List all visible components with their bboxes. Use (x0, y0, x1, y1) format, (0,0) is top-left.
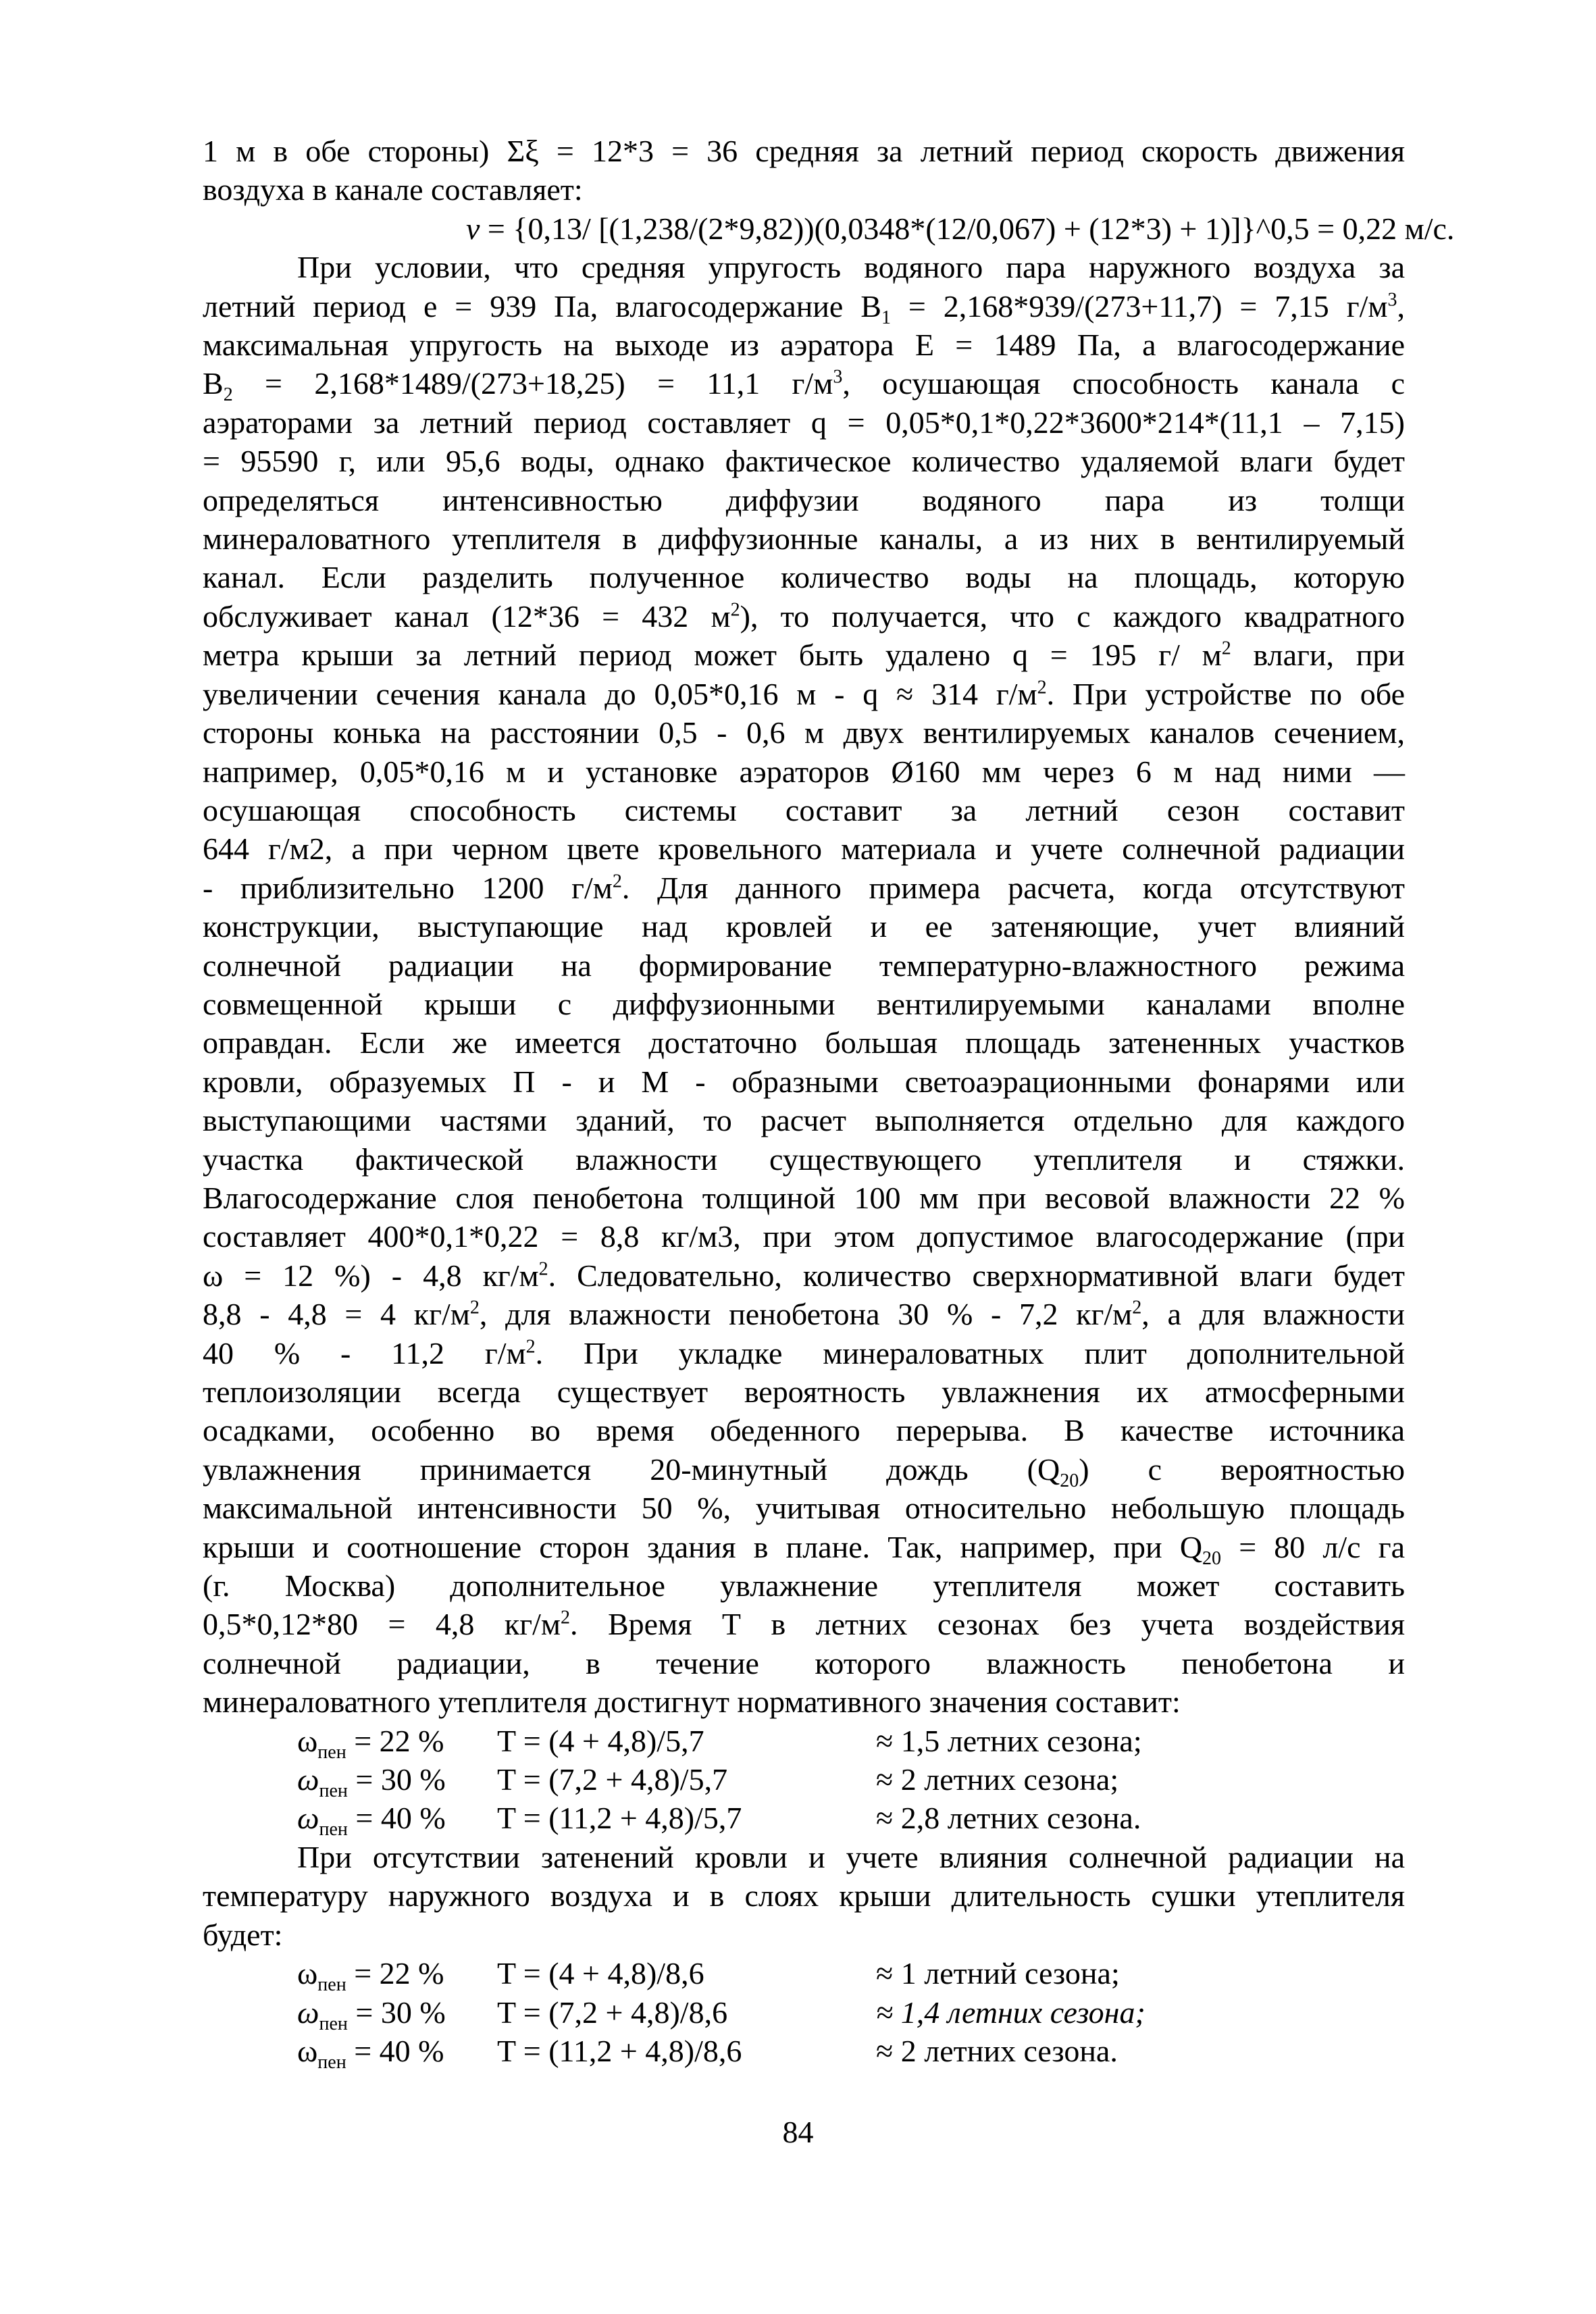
text-line: 644 г/м2, а при черном цвете кровельного материала и учете солнечной радиации (203, 831, 1405, 867)
text-line: совмещенной крыши с диффузионными вентилируемыми каналами вполне (203, 986, 1405, 1021)
text-line: составляет 400*0,1*0,22 = 8,8 кг/м3, при этом допустимое влагосодержание (при (203, 1219, 1405, 1254)
calc-row: $\omega_{пен} = 22$ % T = (4 + 4,8)/8,6 ≈ 1 летний сезона; (297, 1956, 1120, 1996)
text-line: крыши и соотношение сторон здания в плане. Так, например, при $Q_{20} = 80$ л/с га (203, 1529, 1405, 1569)
text-line: - приблизительно 1200 $г/м^2$. Для данного примера расчета, когда отсутствуют (203, 870, 1405, 905)
velocity-formula: v = {0,13/ [(1,238/(2*9,82))(0,0348*(12/0,067) + (12*3) + 1)]}^0,5 = 0,22 м/с. (466, 211, 1455, 246)
text-line: обслуживает канал (12*36 = 432 $м^2$), то получается, что с каждого квадратного (203, 598, 1405, 634)
text-line: При отсутствии затенений кровли и учете влияния солнечной радиации на (297, 1839, 1405, 1874)
text-line: канал. Если разделить полученное количество воды на площадь, которую (203, 560, 1405, 595)
text-line: метра крыши за летний период может быть удалено q = 195 г/ $м^2$ влаги, при (203, 638, 1405, 673)
text-line: солнечной радиации на формирование температурно-влажностного режима (203, 948, 1405, 983)
text-line: оправдан. Если же имеется достаточно большая площадь затененных участков (203, 1025, 1405, 1060)
text-line: аэраторами за летний период составляет q = 0,05*0,1*0,22*3600*214*(11,1 – 7,15) (203, 405, 1405, 440)
text-line: максимальная упругость на выходе из аэратора Е = 1489 Па, а влагосодержание (203, 328, 1405, 363)
text-line: температуру наружного воздуха и в слоях крыши длительность сушки утеплителя (203, 1878, 1405, 1913)
text-line: 40 % - 11,2 $г/м^2$. При укладке минераловатных плит дополнительной (203, 1335, 1406, 1370)
text-line: 1 м в обе стороны) Σξ = 12*3 = 36 средняя за летний период скорость движения (203, 134, 1405, 168)
text-line: выступающими частями зданий, то расчет выполняется отдельно для каждого (203, 1103, 1405, 1138)
text-line: кровли, образуемых П - и М - образными светоаэрационными фонарями или (203, 1064, 1405, 1099)
text-line: (г. Москва) дополнительное увлажнение утеплителя может составить (203, 1568, 1405, 1603)
text-line: 8,8 - 4,8 = 4 $кг/м^2$, для влажности пенобетона 30 % - 7,2 $кг/м^2$, а для влажности (203, 1297, 1405, 1332)
text-line: осадками, особенно во время обеденного перерыва. В качестве источника (203, 1413, 1405, 1448)
calc-row: $\omega_{пен} = 40$ % T = (11,2 + 4,8)/5,7 ≈ 2,8 летних сезона. (297, 1801, 1141, 1841)
calc-row: $\omega_{пен} = 30$ % T = (7,2 + 4,8)/5,7 ≈ 2 летних сезона; (297, 1762, 1119, 1802)
text-line: Влагосодержание слоя пенобетона толщиной 100 мм при весовой влажности 22 % (203, 1180, 1405, 1215)
page-body (203, 132, 1455, 2074)
text-line: При условии, что средняя упругость водяного пара наружного воздуха за (297, 250, 1405, 285)
text-line: теплоизоляции всегда существует вероятность увлажнения их атмосферными (203, 1374, 1405, 1409)
calc-row: $\omega_{пен} = 30$ % T = (7,2 + 4,8)/8,6 ≈ 1,4 летних сезона; (297, 1995, 1145, 2034)
text-line: конструкции, выступающие над кровлей и ее затеняющие, учет влияний (203, 909, 1405, 944)
text-line: минераловатного утеплителя в диффузионные каналы, а из них в вентилируемый (203, 521, 1405, 557)
text-line: осушающая способность системы составит за летний сезон составит (203, 792, 1405, 827)
text-line: = 95590 г, или 95,6 воды, однако фактическое количество удаляемой влаги будет (203, 444, 1405, 479)
text-line: увлажнения принимается 20-минутный дождь $(Q_{20})$ с вероятностью (203, 1451, 1405, 1491)
text-line: ω = 12 %) - 4,8 $кг/м^2$. Следовательно, количество сверхнормативной влаги будет (203, 1258, 1405, 1293)
page-number: 84 (782, 2115, 814, 2149)
text-line: минераловатного утеплителя достигнут нормативного значения составит: (203, 1685, 1181, 1720)
calc-row: $\omega_{пен} = 40$ % T = (11,2 + 4,8)/8,6 ≈ 2 летних сезона. (297, 2033, 1118, 2074)
text-line: солнечной радиации, в течение которого влажность пенобетона и (203, 1645, 1405, 1680)
text-line: максимальной интенсивности 50 %, учитывая относительно небольшую площадь (203, 1491, 1405, 1526)
text-line: определяться интенсивностью диффузии водяного пара из толщи (203, 482, 1405, 517)
text-line: будет: (203, 1917, 283, 1952)
text-line: стороны конька на расстоянии 0,5 - 0,6 м двух вентилируемых каналов сечением, (203, 715, 1405, 750)
text-line: летний период е = 939 Па, влагосодержание $В_1 = 2,168*939/(273+11,7) = 7,15$ $г/м^3$, (203, 288, 1405, 328)
text-line: например, 0,05*0,16 м и установке аэраторов Ø160 мм через 6 м над ними — (203, 754, 1405, 789)
text-line: воздуха в канале составляет: (203, 172, 583, 207)
text-line: увеличении сечения канала до 0,05*0,16 м - q ≈ 314 $г/м^2$. При устройстве по обе (203, 676, 1405, 711)
text-line: $В_2 = 2,168*1489/(273+18,25) = 11,1$ $г/м^3$, осушающая способность канала с (203, 366, 1406, 406)
calc-row: $\omega_{пен} = 22$ % T = (4 + 4,8)/5,7 ≈ 1,5 летних сезона; (297, 1723, 1142, 1763)
text-line: участка фактической влажности существующего утеплителя и стяжки. (203, 1141, 1405, 1177)
text-line: 0,5*0,12*80 = 4,8 $кг/м^2$. Время Т в летних сезонах без учета воздействия (203, 1607, 1405, 1642)
